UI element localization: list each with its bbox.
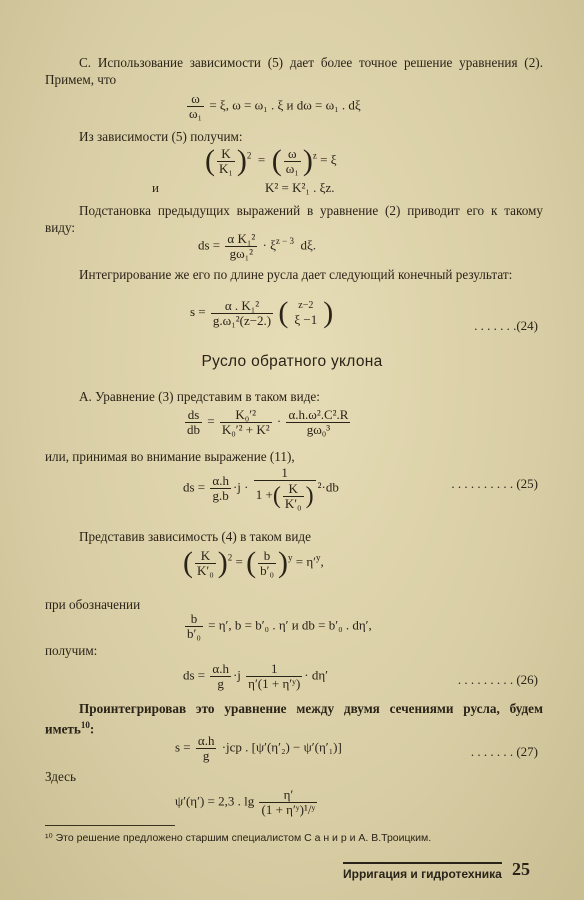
equation-a: $\frac{ds}{db}$ = $\frac{\text{K₀′²}}{\text{K₀′² + K²}}$ · $\frac{\text{α.h.ω².C².R}}{\text{gω₀³}}$ bbox=[187, 407, 349, 437]
paragraph-get: получим: bbox=[45, 643, 98, 658]
paragraph-integrated: Проинтегрировав это уравнение между двумя сечениями русла, будем иметь$^{10}$: bbox=[45, 701, 543, 737]
running-head: Ирригация и гидротехника bbox=[343, 862, 502, 881]
paragraph-present: Представив зависимость (4) в таком виде bbox=[79, 529, 311, 544]
paragraph-integration: Интегрирование же его по длине русла дает следующий конечный результат: bbox=[79, 267, 513, 282]
paragraph-or: или, принимая во внимание выражение (11), bbox=[45, 449, 295, 464]
equation-psi: ψ′(η′) = 2,3 . lg $\frac{\eta'}{\text{(1 + η′ʸ)¹/ʸ}}$ bbox=[175, 787, 316, 817]
footnote: ¹⁰ Это решение предложено старшим специалистом С а н и р и А. В.Троицким. bbox=[45, 832, 432, 844]
equation-b: $\frac{b}{\text{b′₀}}$ = η′, b = b′₀ . η′ и db = b′₀ . dη′, bbox=[187, 611, 372, 641]
equation-24: s = $\frac{\text{α . K₁²}}{\text{g.ω₁²(z−2.)}}$ ( z−2 ξ −1 ) bbox=[190, 296, 334, 329]
equation-27: s = $\frac{\alpha.h}{g}$ ·jcp . [ψ′(η′₂) − ψ′(η′₁)] bbox=[175, 733, 342, 763]
equation-4: ( $\frac{K}{\text{K′₀}}$ )$^2$ = ( $\frac{b}{\text{b′₀}}$ )$^y = \eta'^y$, bbox=[183, 546, 324, 579]
equation-ds: ds = $\frac{\text{α K₁²}}{\text{gω₁²}}$ · $\xi^{z - 3}$ dξ. bbox=[198, 231, 317, 261]
equation-number-24: . . . . . . .(24) bbox=[474, 318, 538, 333]
frac-num: ω bbox=[187, 92, 204, 107]
footnote-mark: 10 bbox=[80, 720, 90, 730]
eq-rest: = ξ, ω = ω₁ . ξ и dω = ω₁ . dξ bbox=[209, 97, 361, 113]
equation-25: ds = $\frac{\alpha.h}{g.b}$ ·j · 1 1 +( $\frac{K}{\text{K′₀}}$ ) ²·db bbox=[183, 465, 339, 511]
equation-number-27: . . . . . . . (27) bbox=[470, 744, 538, 759]
paragraph-substitution: Подстановка предыдущих выражений в уравнение (2) приводит его к такому виду: bbox=[45, 203, 543, 235]
equation-26: ds = $\frac{\alpha.h}{g}$ ·j $\frac{1}{\text{η′(1 + η′ʸ)}}$ · dη′ bbox=[183, 661, 329, 691]
equation-number-25: . . . . . . . . . . (25) bbox=[451, 476, 538, 491]
equation-and: и bbox=[152, 180, 159, 195]
frac-den: ω₁ bbox=[189, 106, 203, 121]
paragraph-c: С. Использование зависимости (5) дает более точное решение уравнения (2). Примем, что bbox=[45, 55, 543, 87]
paragraph-here: Здесь bbox=[45, 769, 77, 784]
page-number: 25 bbox=[512, 859, 530, 879]
footnote-rule bbox=[45, 825, 175, 826]
equation-number-26: . . . . . . . . . (26) bbox=[457, 672, 538, 687]
paragraph-notation: при обозначении bbox=[45, 597, 141, 612]
equation-k-ratio: ( $\frac{K}{\text{K₁}}$ )$^2$ = ( $\frac{\omega}{\text{ω₁}}$ )$^z$ = ξ bbox=[205, 144, 337, 177]
paragraph-from5: Из зависимости (5) получим: bbox=[79, 129, 243, 144]
equation-substitution bbox=[185, 92, 361, 121]
section-heading: Русло обратного уклона bbox=[201, 353, 383, 370]
equation-k-squared: K² = K²₁ . ξz. bbox=[265, 180, 335, 195]
paragraph-a: А. Уравнение (3) представим в таком виде: bbox=[79, 389, 320, 404]
